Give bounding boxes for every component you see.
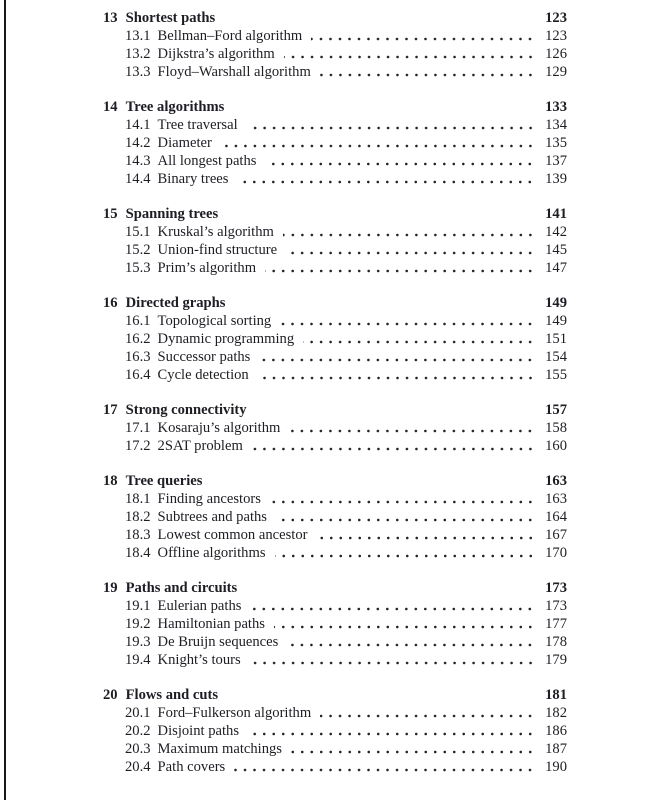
section-title: All longest paths bbox=[157, 153, 257, 169]
section-title: 2SAT problem bbox=[157, 438, 243, 454]
chapter-page-number: 149 bbox=[545, 295, 567, 311]
toc-chapter-row bbox=[103, 401, 567, 419]
chapter-number: 15 bbox=[103, 206, 118, 222]
toc-section-row bbox=[103, 259, 567, 277]
table-of-contents bbox=[103, 9, 567, 776]
toc-chapter-block bbox=[103, 401, 567, 455]
toc-section-row bbox=[103, 152, 567, 170]
toc-section-row bbox=[103, 170, 567, 188]
section-page-number: 186 bbox=[545, 723, 567, 739]
section-number: 14.1 bbox=[125, 117, 151, 133]
toc-chapter-row bbox=[103, 294, 567, 312]
section-number: 13.3 bbox=[125, 64, 151, 80]
dot-leader bbox=[270, 500, 535, 504]
toc-section-row bbox=[103, 348, 567, 366]
dot-leader bbox=[265, 162, 535, 166]
section-number: 15.2 bbox=[125, 242, 151, 258]
chapter-number: 14 bbox=[103, 99, 118, 115]
dot-leader bbox=[311, 37, 535, 41]
toc-section-row bbox=[103, 704, 567, 722]
dot-leader bbox=[275, 554, 536, 558]
dot-leader bbox=[259, 358, 535, 362]
toc-chapter-block bbox=[103, 205, 567, 277]
chapter-title: Spanning trees bbox=[125, 206, 219, 222]
section-title: Maximum matchings bbox=[157, 741, 282, 757]
section-page-number: 158 bbox=[545, 420, 567, 436]
section-title: Dynamic programming bbox=[157, 331, 295, 347]
dot-leader bbox=[274, 625, 535, 629]
chapter-number: 13 bbox=[103, 10, 118, 26]
section-number: 17.2 bbox=[125, 438, 151, 454]
section-title: Kosaraju’s algorithm bbox=[157, 420, 281, 436]
section-page-number: 154 bbox=[545, 349, 567, 365]
section-title: De Bruijn sequences bbox=[157, 634, 279, 650]
section-title: Kruskal’s algorithm bbox=[157, 224, 274, 240]
section-title: Bellman–Ford algorithm bbox=[157, 28, 303, 44]
dot-leader bbox=[237, 180, 535, 184]
dot-leader bbox=[247, 126, 535, 130]
section-page-number: 164 bbox=[545, 509, 567, 525]
chapter-page-number: 123 bbox=[545, 10, 567, 26]
toc-section-row bbox=[103, 544, 567, 562]
dot-leader bbox=[303, 340, 535, 344]
toc-section-row bbox=[103, 45, 567, 63]
section-number: 19.1 bbox=[125, 598, 151, 614]
toc-section-row bbox=[103, 437, 567, 455]
dot-leader bbox=[289, 429, 535, 433]
section-page-number: 145 bbox=[545, 242, 567, 258]
chapter-page-number: 141 bbox=[545, 206, 567, 222]
toc-section-row bbox=[103, 490, 567, 508]
dot-leader bbox=[280, 322, 535, 326]
toc-chapter-block bbox=[103, 294, 567, 384]
section-title: Knight’s tours bbox=[157, 652, 241, 668]
toc-section-row bbox=[103, 526, 567, 544]
section-number: 13.2 bbox=[125, 46, 151, 62]
chapter-page-number: 173 bbox=[545, 580, 567, 596]
section-title: Eulerian paths bbox=[157, 598, 242, 614]
chapter-title: Directed graphs bbox=[125, 295, 226, 311]
section-page-number: 139 bbox=[545, 171, 567, 187]
toc-chapter-block bbox=[103, 579, 567, 669]
section-title: Tree traversal bbox=[157, 117, 238, 133]
section-number: 18.4 bbox=[125, 545, 151, 561]
section-number: 16.1 bbox=[125, 313, 151, 329]
toc-section-row bbox=[103, 330, 567, 348]
toc-section-row bbox=[103, 651, 567, 669]
section-page-number: 151 bbox=[545, 331, 567, 347]
chapter-number: 16 bbox=[103, 295, 118, 311]
section-number: 16.4 bbox=[125, 367, 151, 383]
section-title: Dijkstra’s algorithm bbox=[157, 46, 275, 62]
toc-section-row bbox=[103, 419, 567, 437]
section-title: Offline algorithms bbox=[157, 545, 266, 561]
dot-leader bbox=[284, 55, 535, 59]
section-number: 14.2 bbox=[125, 135, 151, 151]
section-number: 15.3 bbox=[125, 260, 151, 276]
chapter-number: 20 bbox=[103, 687, 118, 703]
chapter-title: Tree queries bbox=[125, 473, 203, 489]
dot-leader bbox=[317, 536, 536, 540]
dot-leader bbox=[234, 768, 535, 772]
toc-section-row bbox=[103, 758, 567, 776]
section-number: 14.3 bbox=[125, 153, 151, 169]
page-left-edge-line bbox=[4, 0, 6, 800]
section-number: 20.2 bbox=[125, 723, 151, 739]
section-page-number: 129 bbox=[545, 64, 567, 80]
toc-section-row bbox=[103, 366, 567, 384]
section-page-number: 163 bbox=[545, 491, 567, 507]
section-title: Subtrees and paths bbox=[157, 509, 267, 525]
section-page-number: 187 bbox=[545, 741, 567, 757]
section-number: 19.3 bbox=[125, 634, 151, 650]
dot-leader bbox=[320, 714, 535, 718]
section-page-number: 190 bbox=[545, 759, 567, 775]
toc-section-row bbox=[103, 722, 567, 740]
dot-leader bbox=[221, 144, 535, 148]
section-number: 15.1 bbox=[125, 224, 151, 240]
dot-leader bbox=[250, 607, 535, 611]
dot-leader bbox=[258, 376, 535, 380]
toc-chapter-row bbox=[103, 579, 567, 597]
chapter-page-number: 163 bbox=[545, 473, 567, 489]
dot-leader bbox=[248, 732, 535, 736]
section-page-number: 170 bbox=[545, 545, 567, 561]
toc-section-row bbox=[103, 312, 567, 330]
chapter-page-number: 157 bbox=[545, 402, 567, 418]
toc-section-row bbox=[103, 241, 567, 259]
toc-section-row bbox=[103, 223, 567, 241]
toc-section-row bbox=[103, 134, 567, 152]
section-title: Diameter bbox=[157, 135, 212, 151]
toc-chapter-block bbox=[103, 472, 567, 562]
section-number: 13.1 bbox=[125, 28, 151, 44]
toc-section-row bbox=[103, 27, 567, 45]
section-page-number: 142 bbox=[545, 224, 567, 240]
toc-chapter-row bbox=[103, 205, 567, 223]
section-number: 18.3 bbox=[125, 527, 151, 543]
section-title: Topological sorting bbox=[157, 313, 272, 329]
section-page-number: 160 bbox=[545, 438, 567, 454]
toc-chapter-block bbox=[103, 98, 567, 188]
section-title: Binary trees bbox=[157, 171, 229, 187]
section-page-number: 147 bbox=[545, 260, 567, 276]
section-number: 16.3 bbox=[125, 349, 151, 365]
section-title: Prim’s algorithm bbox=[157, 260, 257, 276]
section-page-number: 123 bbox=[545, 28, 567, 44]
section-title: Union-find structure bbox=[157, 242, 278, 258]
chapter-page-number: 181 bbox=[545, 687, 567, 703]
toc-chapter-row bbox=[103, 9, 567, 27]
section-number: 20.4 bbox=[125, 759, 151, 775]
section-page-number: 178 bbox=[545, 634, 567, 650]
section-page-number: 135 bbox=[545, 135, 567, 151]
section-title: Lowest common ancestor bbox=[157, 527, 308, 543]
section-number: 20.3 bbox=[125, 741, 151, 757]
chapter-title: Tree algorithms bbox=[125, 99, 225, 115]
section-title: Ford–Fulkerson algorithm bbox=[157, 705, 312, 721]
dot-leader bbox=[265, 269, 535, 273]
chapter-title: Flows and cuts bbox=[125, 687, 219, 703]
section-title: Hamiltonian paths bbox=[157, 616, 265, 632]
section-number: 17.1 bbox=[125, 420, 151, 436]
section-page-number: 167 bbox=[545, 527, 567, 543]
dot-leader bbox=[250, 661, 535, 665]
section-page-number: 126 bbox=[545, 46, 567, 62]
section-page-number: 177 bbox=[545, 616, 567, 632]
section-title: Cycle detection bbox=[157, 367, 249, 383]
section-page-number: 134 bbox=[545, 117, 567, 133]
section-page-number: 149 bbox=[545, 313, 567, 329]
dot-leader bbox=[252, 447, 535, 451]
toc-section-row bbox=[103, 740, 567, 758]
chapter-title: Shortest paths bbox=[125, 10, 216, 26]
section-title: Successor paths bbox=[157, 349, 251, 365]
section-title: Path covers bbox=[157, 759, 226, 775]
toc-section-row bbox=[103, 63, 567, 81]
chapter-title: Paths and circuits bbox=[125, 580, 238, 596]
toc-chapter-row bbox=[103, 98, 567, 116]
section-number: 16.2 bbox=[125, 331, 151, 347]
section-page-number: 173 bbox=[545, 598, 567, 614]
dot-leader bbox=[283, 233, 535, 237]
toc-section-row bbox=[103, 116, 567, 134]
toc-section-row bbox=[103, 508, 567, 526]
section-number: 19.2 bbox=[125, 616, 151, 632]
toc-section-row bbox=[103, 633, 567, 651]
toc-chapter-block bbox=[103, 686, 567, 776]
toc-chapter-row bbox=[103, 472, 567, 490]
toc-section-row bbox=[103, 615, 567, 633]
chapter-number: 17 bbox=[103, 402, 118, 418]
section-title: Disjoint paths bbox=[157, 723, 240, 739]
section-number: 19.4 bbox=[125, 652, 151, 668]
dot-leader bbox=[276, 518, 535, 522]
section-title: Floyd–Warshall algorithm bbox=[157, 64, 311, 80]
section-page-number: 182 bbox=[545, 705, 567, 721]
dot-leader bbox=[286, 251, 535, 255]
toc-chapter-block bbox=[103, 9, 567, 81]
section-number: 20.1 bbox=[125, 705, 151, 721]
toc-chapter-row bbox=[103, 686, 567, 704]
chapter-number: 19 bbox=[103, 580, 118, 596]
chapter-page-number: 133 bbox=[545, 99, 567, 115]
section-page-number: 137 bbox=[545, 153, 567, 169]
section-number: 18.2 bbox=[125, 509, 151, 525]
chapter-title: Strong connectivity bbox=[125, 402, 247, 418]
dot-leader bbox=[291, 750, 535, 754]
section-number: 14.4 bbox=[125, 171, 151, 187]
dot-leader bbox=[287, 643, 535, 647]
section-page-number: 155 bbox=[545, 367, 567, 383]
section-title: Finding ancestors bbox=[157, 491, 261, 507]
toc-section-row bbox=[103, 597, 567, 615]
section-page-number: 179 bbox=[545, 652, 567, 668]
chapter-number: 18 bbox=[103, 473, 118, 489]
section-number: 18.1 bbox=[125, 491, 151, 507]
dot-leader bbox=[320, 73, 535, 77]
